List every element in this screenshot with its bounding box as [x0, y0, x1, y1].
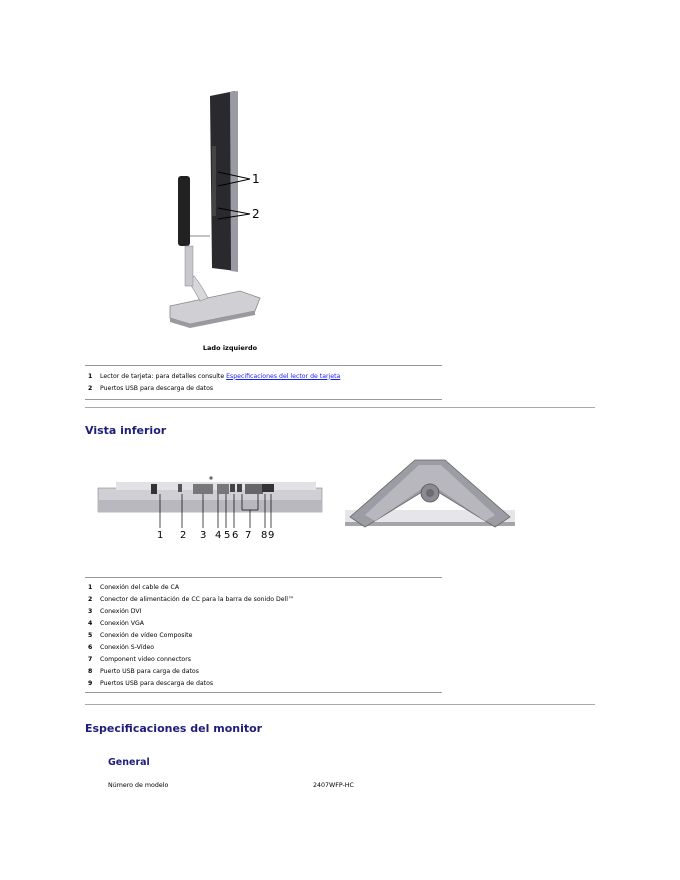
legend-text: Puertos USB para descarga de datos: [100, 679, 214, 687]
legend-row: 2 Puertos USB para descarga de datos: [85, 382, 442, 394]
legend-row: 3 Conexión DVI: [85, 605, 442, 617]
port-label-7: 7: [245, 530, 252, 541]
monitor-side-view-image: [160, 86, 280, 336]
legend-row: 1 Lector de tarjeta: para detalles consulte Especificaciones del lector de tarjeta: [88, 372, 341, 380]
legend-row: 8 Puerto USB para carga de datos: [85, 665, 442, 677]
stand-bottom-image: [345, 455, 515, 530]
legend-text: Conexión DVI: [100, 607, 142, 615]
legend-row: 5 Conexión de vídeo Composite: [85, 629, 442, 641]
legend-text: Conexión VGA: [100, 619, 145, 627]
spec-label-model: Número de modelo: [108, 782, 169, 789]
legend-text: Puertos USB para descarga de datos: [100, 384, 214, 392]
monitor-bottom-view-image: [96, 470, 326, 542]
bottom-view-legend: [85, 577, 442, 693]
port-label-2: 2: [180, 530, 187, 541]
port-label-4: 4: [215, 530, 222, 541]
section-divider: [85, 407, 595, 408]
general-subheading: General: [108, 757, 150, 768]
specs-heading: Especificaciones del monitor: [85, 722, 263, 735]
legend-text: Component video connectors: [100, 655, 191, 663]
legend-text: Conexión de vídeo Composite: [100, 631, 193, 639]
legend-text: Conexión del cable de CA: [100, 583, 180, 591]
legend-row: 1 Conexión del cable de CA: [85, 581, 442, 593]
legend-row: 7 Component video connectors: [85, 653, 442, 665]
side-view-legend: [85, 365, 442, 400]
legend-row: 9 Puertos USB para descarga de datos: [85, 677, 442, 689]
port-label-5: 5: [224, 530, 231, 541]
port-label-6: 6: [232, 530, 239, 541]
side-view-caption: Lado izquierdo: [202, 344, 258, 352]
legend-row: 6 Conexión S-Vídeo: [85, 641, 442, 653]
spec-value-model: 2407WFP-HC: [313, 782, 354, 789]
card-reader-specs-link[interactable]: Especificaciones del lector de tarjeta: [226, 372, 341, 380]
port-label-3: 3: [200, 530, 207, 541]
legend-text: Conector de alimentación de CC para la barra de sonido Dell™: [100, 595, 295, 603]
callout-1: 1: [252, 172, 260, 186]
legend-text: Puerto USB para carga de datos: [100, 667, 199, 675]
port-label-1: 1: [157, 530, 164, 541]
callout-2: 2: [252, 207, 260, 221]
legend-text: Lector de tarjeta: para detalles consulte: [100, 372, 227, 380]
legend-row: 2 Conector de alimentación de CC para la barra de sonido Dell™: [85, 593, 442, 605]
legend-row: 4 Conexión VGA: [85, 617, 442, 629]
legend-text: Conexión S-Vídeo: [100, 643, 155, 651]
bottom-view-heading: Vista inferior: [85, 424, 167, 437]
port-label-8: 8: [261, 530, 268, 541]
section-divider: [85, 704, 595, 705]
port-label-9: 9: [268, 530, 275, 541]
